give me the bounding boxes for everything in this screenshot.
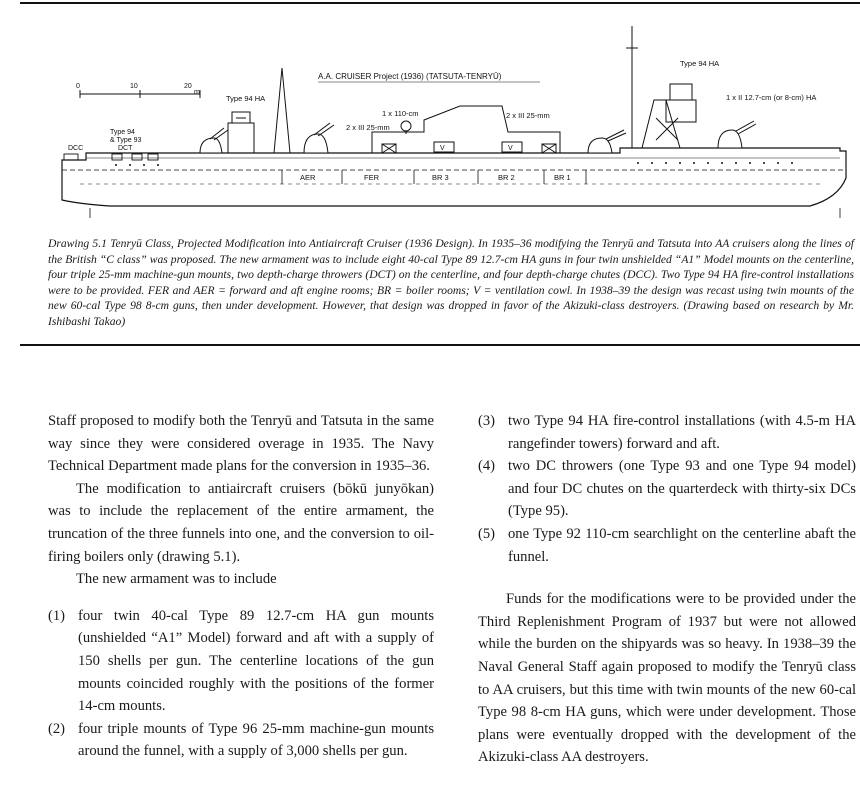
list-item: (5) one Type 92 110-cm searchlight on the centerline abaft the funnel. xyxy=(478,525,856,565)
mg-right-label: 2 x III 25-mm xyxy=(506,111,550,120)
type94-aft-label: Type 94 HA xyxy=(680,59,720,68)
paragraph: The new armament was to include xyxy=(76,571,277,588)
svg-text:BR 3: BR 3 xyxy=(432,173,449,182)
svg-text:& Type 93: & Type 93 xyxy=(110,137,142,144)
forward-fire-control-tower xyxy=(626,26,696,148)
machinery-spaces xyxy=(282,170,586,184)
svg-text:V: V xyxy=(508,145,513,152)
svg-text:AER: AER xyxy=(300,173,316,182)
list-item: (2) four triple mounts of Type 96 25-mm machine-gun mounts around the funnel, with a supply of 3,000 shells per gun. xyxy=(48,720,434,760)
figure-caption: Drawing 5.1 Tenryū Class, Projected Modification into Antiaircraft Cruiser (1936 Design). In 1935–36 modifying the Tenryū and Tatsuta into AA cruisers along the lines of the British “C class” was proposed. The new armament was to include eight 40-cal Type 89 12.7-cm HA guns in four twin unshielded “A1” Model mounts on the centerline, four triple 25-mm machine-gun mounts, two depth-charge throwers (DCT) on the centerline, and four depth-charge chutes (DCC). Two Type 94 HA fire-control installations were to be provided. FER and AER = forward and aft engine rooms; BR = boiler rooms; V = ventilation cowl. In 1938–39 the design was recast using twin mounts of the new 60-cal Type 98 8-cm guns, then under development. However, that design was dropped in favor of the Akizuki-class destroyers. (Drawing based on research by Mr. Ishibashi Takao) xyxy=(48,237,854,328)
svg-text:m: m xyxy=(194,89,200,96)
gun-label: 1 x II 12.7-cm (or 8-cm) HA xyxy=(726,93,817,102)
svg-text:BR 1: BR 1 xyxy=(554,173,571,182)
svg-text:20: 20 xyxy=(184,83,192,90)
paragraph: Funds for the modifications were to be provided under the Third Replenishment Program of 1937 but were not allowed while the burden on the shipyards was so heavy. In 1938–39 the Naval General Staff again proposed to modify the Tenryū class to AA cruisers, but this time with twin mounts of the new 60-cal Type 98 8-cm HA guns, which were under development. Those plans were eventually dropped with the development of the Akizuki-class AA destroyers. xyxy=(478,591,856,766)
svg-text:FER: FER xyxy=(364,173,379,182)
aft-gun-mounts xyxy=(200,123,334,153)
ship-hull xyxy=(62,148,846,218)
mg-left-label: 2 x III 25-mm xyxy=(346,123,390,132)
type94-fwd-label: Type 94 HA xyxy=(226,94,266,103)
list-item: (1) four twin 40-cal Type 89 12.7-cm HA gun mounts (unshielded “A1” Model) forward and aft with a supply of 150 shells per gun. The centerline locations of the gun mounts coincided roughly with the positions of the former 14-cm mounts. xyxy=(48,607,434,715)
list-item: (4) two DC throwers (one Type 93 and one Type 94 model) and four DC chutes on the quarterdeck with thirty-six DCs (Type 95). xyxy=(478,458,856,520)
svg-text:10: 10 xyxy=(130,83,138,90)
paragraph: Staff proposed to modify both the Tenryū and Tatsuta in the same way since they were considered overage in 1935. The Navy Technical Department made plans for the conversion in 1935–36. xyxy=(48,413,434,475)
scale-bar xyxy=(76,83,200,98)
svg-text:Type 94: Type 94 xyxy=(110,129,135,136)
svg-text:DCT: DCT xyxy=(118,145,133,152)
dcc-label: DCC xyxy=(68,145,84,152)
right-column xyxy=(478,410,856,769)
searchlight-label: 1 x 110-cm xyxy=(382,109,419,118)
caption-rule xyxy=(20,344,860,346)
ship-profile-drawing xyxy=(20,8,860,223)
svg-text:BR 2: BR 2 xyxy=(498,173,515,182)
paragraph: The modification to antiaircraft cruisers (bōkū junyōkan) was to include the replacement of the entire armament, the truncation of the three funnels into one, and the conversion to oil-firing boilers only (drawing 5.1). xyxy=(48,480,434,565)
top-rule xyxy=(20,2,860,4)
drawing-title: A.A. CRUISER Project (1936) (TATSUTA-TENRYŪ) xyxy=(318,72,502,81)
left-column xyxy=(48,410,434,763)
portholes xyxy=(115,162,793,166)
svg-text:V: V xyxy=(440,145,445,152)
svg-text:0: 0 xyxy=(76,83,80,90)
depth-charge-gear xyxy=(64,154,158,160)
aft-fire-control-tower xyxy=(228,68,290,153)
list-item: (3) two Type 94 HA fire-control installations (with 4.5-m HA rangefinder towers) forward and aft. xyxy=(478,413,856,452)
